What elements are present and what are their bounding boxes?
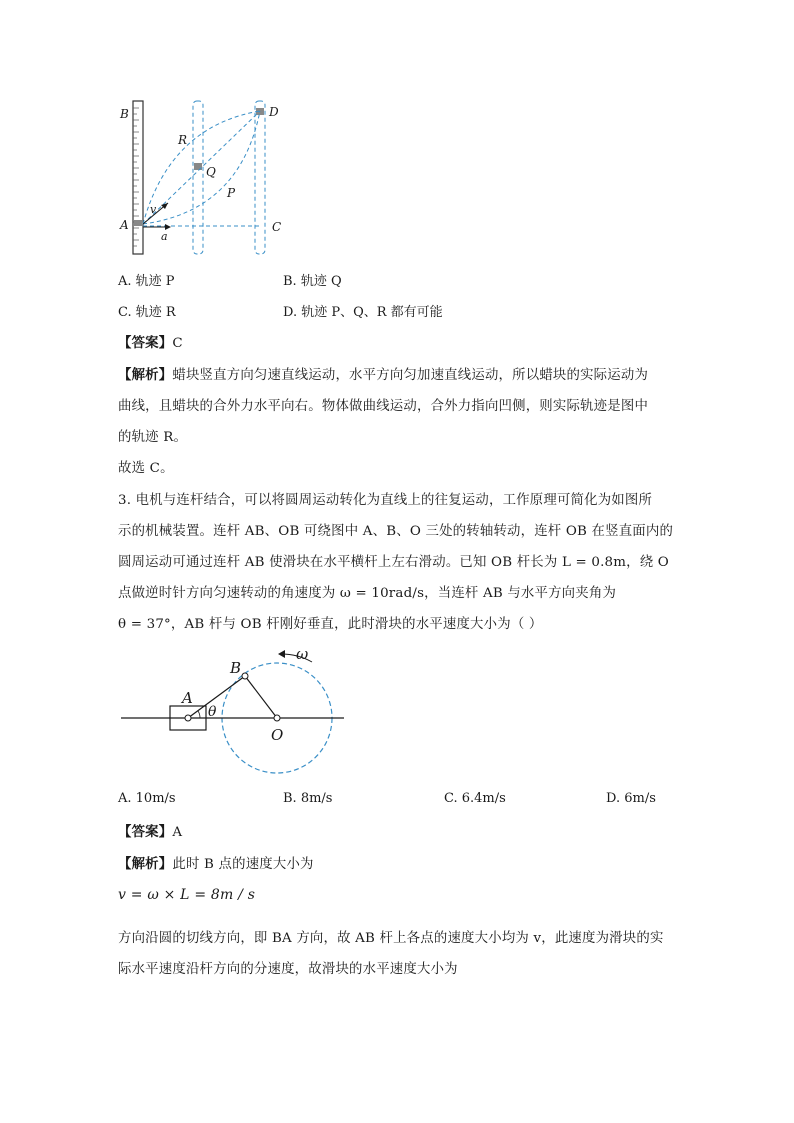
- q2-analysis-line-3: 的轨迹 R。: [118, 430, 188, 445]
- label-D: D: [269, 105, 279, 119]
- q3-option-b: B. 8m/s: [283, 791, 333, 806]
- angle-arc: [198, 711, 200, 718]
- q2-answer-label: 【答案】: [118, 335, 173, 351]
- q2-analysis-line-2: 曲线，且蜡块的合外力水平向右。物体做曲线运动，合外力指向凹侧，则实际轨迹是图中: [118, 399, 649, 414]
- pivot-A: [185, 715, 191, 721]
- q3-line-1: 3. 电机与连杆结合，可以将圆周运动转化为直线上的往复运动，工作原理可简化为如图所: [118, 493, 653, 508]
- q3-formula: v = ω × L = 8m / s: [118, 887, 256, 903]
- q2-answer-value: C: [172, 336, 183, 351]
- q2-answer: [118, 332, 183, 351]
- q3-analysis-label: 【解析】: [118, 856, 173, 872]
- label-C: C: [272, 220, 282, 234]
- q2-option-a: A. 轨迹 P: [118, 274, 175, 289]
- q3-analysis-intro: 【解析】此时 B 点的速度大小为: [118, 856, 314, 872]
- q3-line-5: θ = 37°，AB 杆与 OB 杆刚好垂直，此时滑块的水平速度大小为（ ）: [118, 617, 543, 632]
- label-a: a: [161, 230, 168, 243]
- label-R: R: [178, 133, 188, 147]
- label-omega: ω: [296, 645, 309, 663]
- label-theta: θ: [208, 704, 217, 720]
- q3-answer-value: A: [172, 825, 183, 840]
- rod-AB: [188, 676, 245, 718]
- q2-analysis-line-1: 【解析】蜡块竖直方向匀速直线运动，水平方向匀加速直线运动，所以蜡块的实际运动为: [118, 367, 649, 383]
- q3-answer: [118, 821, 182, 840]
- label-P: P: [227, 186, 236, 200]
- rod-OB: [245, 676, 277, 718]
- q2-option-c: C. 轨迹 R: [118, 305, 176, 320]
- ruler-tube: [133, 101, 143, 254]
- q3-option-a: A. 10m/s: [118, 791, 176, 806]
- q2-analysis-label: 【解析】: [118, 367, 173, 383]
- wax-block-Q: [194, 163, 202, 170]
- q2-option-d: D. 轨迹 P、Q、R 都有可能: [283, 305, 443, 320]
- q3-option-c: C. 6.4m/s: [444, 791, 506, 806]
- label-Q: Q: [206, 165, 216, 179]
- label-A2: A: [182, 689, 193, 707]
- label-O: O: [271, 726, 284, 744]
- omega-arrowhead: [278, 650, 285, 658]
- crank-slider-figure: [116, 640, 348, 778]
- q3-line-2: 示的机械装置。连杆 AB、OB 可绕图中 A、B、O 三处的转轴转动，连杆 OB 在竖直面内的: [118, 524, 674, 539]
- trajectory-figure: [110, 96, 310, 261]
- q3-answer-label: 【答案】: [118, 824, 173, 840]
- pivot-O: [274, 715, 280, 721]
- label-A: A: [120, 218, 129, 232]
- wax-block-A: [134, 220, 142, 226]
- dashed-tube-middle: [193, 101, 203, 254]
- q3-analysis-line-2: 际水平速度沿杆方向的分速度，故滑块的水平速度大小为: [118, 962, 458, 977]
- label-B2: B: [230, 659, 242, 677]
- q3-analysis-line-1: 方向沿圆的切线方向，即 BA 方向，故 AB 杆上各点的速度大小均为 v，此速度为滑块的实: [118, 931, 664, 946]
- label-B: B: [120, 107, 129, 121]
- q3-line-3: 圆周运动可通过连杆 AB 使滑块在水平横杆上左右滑动。已知 OB 杆长为 L = 0.8m，绕 O: [118, 555, 669, 570]
- q2-conclusion: 故选 C。: [118, 461, 174, 476]
- q3-option-d: D. 6m/s: [606, 791, 656, 806]
- q3-line-4: 点做逆时针方向匀速转动的角速度为 ω = 10rad/s，当连杆 AB 与水平方向夹角为: [118, 586, 617, 601]
- q2-option-b: B. 轨迹 Q: [283, 274, 342, 289]
- pivot-B: [242, 673, 248, 679]
- label-v: v: [150, 203, 157, 216]
